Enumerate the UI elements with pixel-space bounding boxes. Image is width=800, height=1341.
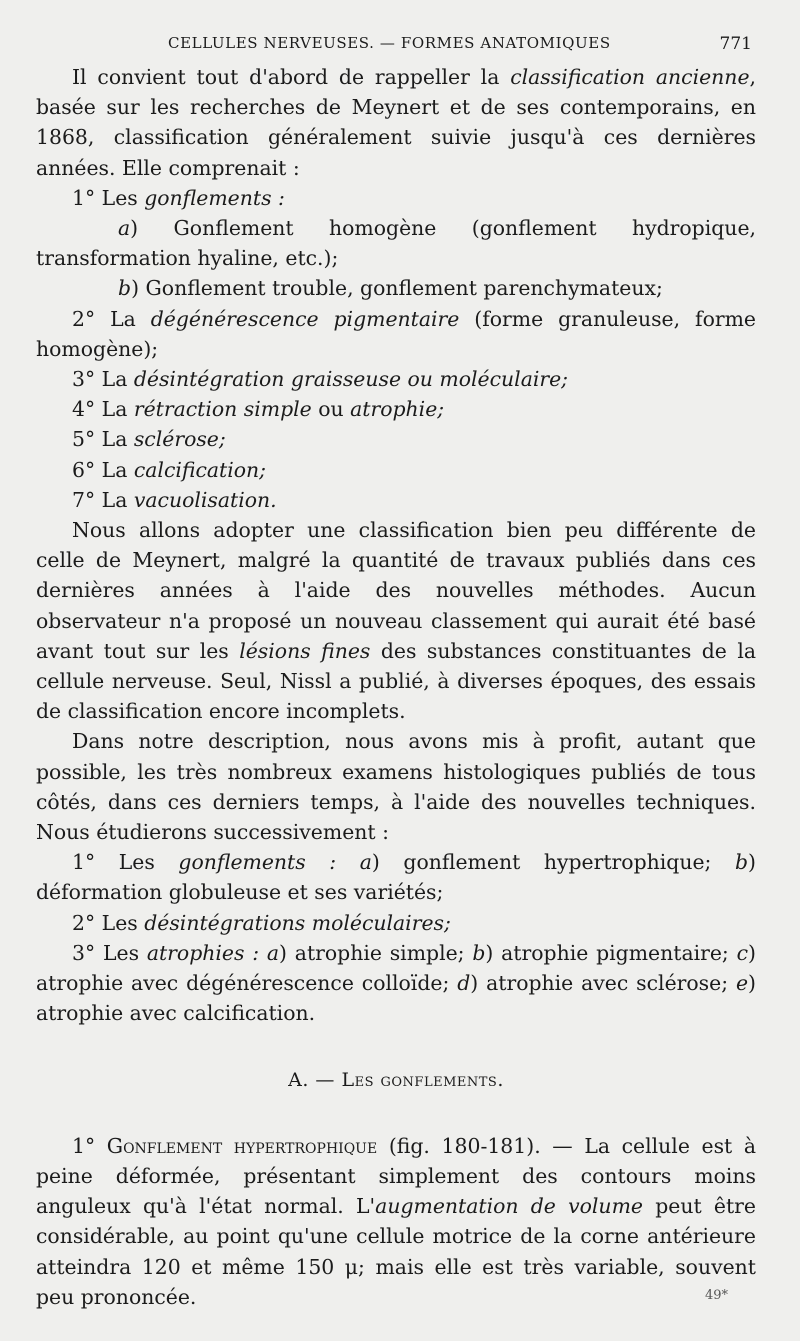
body-text bbox=[36, 62, 756, 1312]
list-item: 4° La rétraction simple ou atrophie; bbox=[72, 397, 445, 422]
signature-mark: 49* bbox=[704, 1288, 728, 1303]
running-head: CELLULES NERVEUSES. — FORMES ANATOMIQUES bbox=[168, 34, 611, 52]
section-heading: A. — Les gonflements. bbox=[288, 1068, 504, 1091]
list-subitem: a) Gonflement homogène (gonflement hydropique, transformation hyaline, etc.); bbox=[36, 216, 756, 271]
list-item: 6° La calcification; bbox=[72, 457, 267, 482]
paragraph-classification: Nous allons adopter une classification bien peu différente de celle de Meynert, malgré la quantité de travaux publiés dans ces dernières années à l'aide des nouvelles méthodes. Aucun observateur n'a proposé un nouveau classement qui aurait été basé avant tout sur les lésions fines des substances constituantes de la cellule nerveuse. Seul, Nissl a publié, à diverses époques, des essais de classification encore incomplets. bbox=[36, 518, 757, 724]
list-subitem: b) Gonflement trouble, gonflement parenchymateux; bbox=[118, 276, 663, 301]
list-item: 5° La sclérose; bbox=[72, 427, 226, 452]
list-item: 3° Les atrophies : a) atrophie simple; b) atrophie pigmentaire; c) atrophie avec dégénérescence colloïde; d) atrophie avec sclérose; e) atrophie avec calcification. bbox=[36, 940, 757, 1026]
paragraph-intro: Il convient tout d'abord de rappeller la classification ancienne, basée sur les recherches de Meynert et de ses contemporains, en 1868, classification généralement suivie jusqu'à ces dernières années. Elle comprenait : bbox=[36, 65, 756, 180]
list-item: 7° La vacuolisation. bbox=[72, 487, 277, 512]
list-item: 2° Les désintégrations moléculaires; bbox=[72, 910, 451, 935]
paragraph-description: Dans notre description, nous avons mis à profit, autant que possible, les très nombreux examens histologiques publiés de tous côtés, dans ces derniers temps, à l'aide des nouvelles techniques. Nous étudierons successivement : bbox=[36, 729, 756, 845]
page-header bbox=[0, 30, 800, 60]
paragraph-gonflement: 1° Gonflement hypertrophique (fig. 180-181). — La cellule est à peine déformée, présentant simplement des contours moins anguleux qu'à l'état normal. L'augmentation de volume peut être considérable, au point qu'une cellule motrice de la corne antérieure atteindra 120 et même 150 μ; mais elle est très variable, souvent peu prononcée. bbox=[36, 1133, 756, 1309]
page-number: 771 bbox=[719, 34, 752, 54]
list-item: 1° Les gonflements : a) gonflement hypertrophique; b) déformation globuleuse et ses variétés; bbox=[36, 850, 757, 905]
list-item: 3° La désintégration graisseuse ou moléculaire; bbox=[72, 367, 569, 392]
list-item: 1° Les gonflements : bbox=[72, 185, 285, 210]
list-item: 2° La dégénérescence pigmentaire (forme granuleuse, forme homogène); bbox=[36, 306, 756, 361]
